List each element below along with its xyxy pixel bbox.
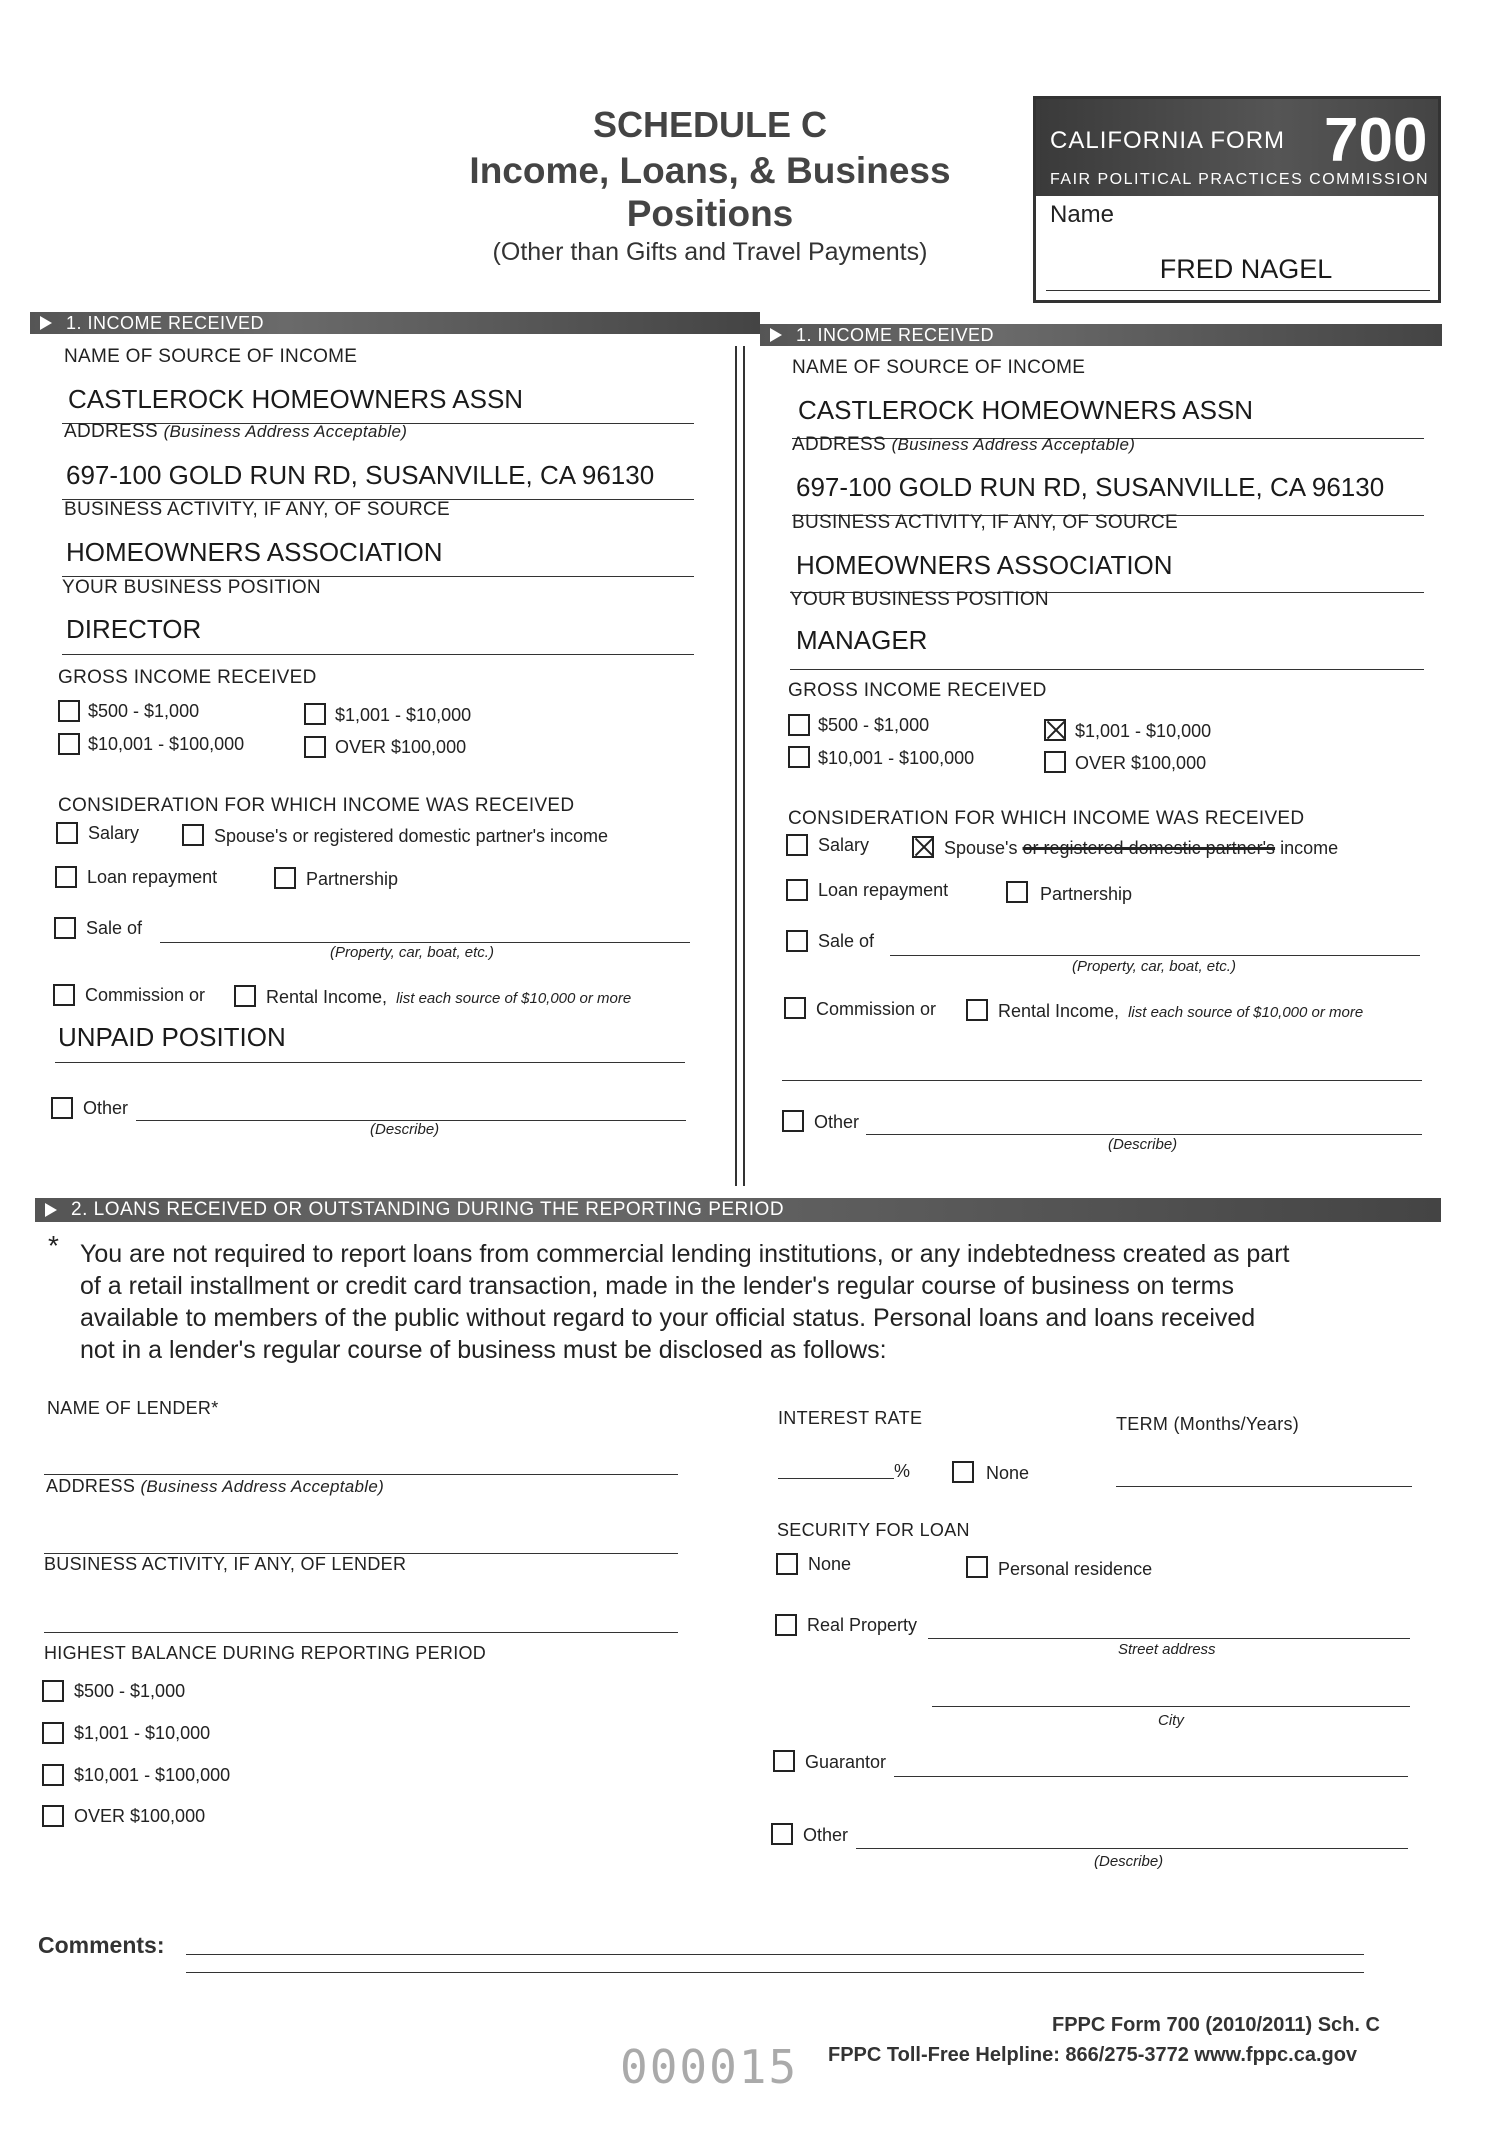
sale-of-checkbox[interactable] — [54, 917, 76, 939]
guarantor-label: Guarantor — [805, 1752, 887, 1772]
city-caption: City — [1158, 1712, 1184, 1729]
personal-residence-label: Personal residence — [998, 1559, 1153, 1579]
notice-line: You are not required to report loans from commercial lending institutions, or any indebtedness created as part — [80, 1240, 1290, 1268]
consideration-label: CONSIDERATION FOR WHICH INCOME WAS RECEIVED — [58, 795, 575, 816]
balance-checkbox-500[interactable] — [42, 1680, 64, 1702]
rental-income-note: list each source of $10,000 or more — [396, 990, 632, 1007]
city-underline — [932, 1706, 1410, 1707]
agency-name: FAIR POLITICAL PRACTICES COMMISSION — [1050, 171, 1430, 188]
address-label — [64, 421, 407, 443]
comments-label: Comments: — [38, 1932, 165, 1958]
gross-option-label: $1,001 - $10,000 — [1075, 721, 1212, 741]
rental-income-note: list each source of $10,000 or more — [1128, 1004, 1364, 1021]
position-value: MANAGER — [796, 625, 928, 655]
real-property-checkbox[interactable] — [775, 1614, 797, 1636]
arrow-icon — [770, 328, 782, 342]
loan-repayment-label: Loan repayment — [87, 867, 218, 887]
activity-value: HOMEOWNERS ASSOCIATION — [796, 550, 1173, 580]
balance-checkbox-10001[interactable] — [42, 1764, 64, 1786]
sale-of-checkbox[interactable] — [786, 930, 808, 952]
commission-label: Commission or — [816, 999, 937, 1019]
rental-income-checkbox[interactable] — [966, 999, 988, 1021]
security-none-label: None — [808, 1554, 852, 1574]
balance-option-label: $1,001 - $10,000 — [74, 1723, 211, 1743]
sale-of-caption: (Property, car, boat, etc.) — [330, 944, 494, 961]
term-label: TERM (Months/Years) — [1116, 1414, 1300, 1434]
activity-label: BUSINESS ACTIVITY, IF ANY, OF SOURCE — [64, 499, 450, 520]
source-value: CASTLEROCK HOMEOWNERS ASSN — [68, 384, 524, 414]
commission-underline — [782, 1080, 1422, 1081]
lender-address-label — [46, 1476, 384, 1497]
page-subtitle: (Other than Gifts and Travel Payments) — [492, 238, 928, 266]
loan-repayment-checkbox[interactable] — [786, 879, 808, 901]
page-title-line1: Income, Loans, & Business — [469, 150, 951, 191]
partnership-label: Partnership — [306, 869, 399, 889]
form-number: 700 — [1324, 106, 1428, 175]
lender-underline — [44, 1474, 678, 1475]
spouse-income-label: Spouse's or registered domestic partner's income — [214, 826, 609, 846]
balance-option-label: $500 - $1,000 — [74, 1681, 186, 1701]
lender-activity-underline — [44, 1632, 678, 1633]
gross-checkbox-500[interactable] — [58, 700, 80, 722]
partnership-label: Partnership — [1040, 884, 1133, 904]
rental-income-text: Rental Income, — [998, 1001, 1120, 1021]
other-underline — [866, 1134, 1422, 1135]
position-underline — [790, 669, 1424, 670]
form-id: FPPC Form 700 (2010/2011) Sch. C — [1052, 2014, 1380, 2036]
interest-none-label: None — [986, 1463, 1030, 1483]
rental-income-label — [998, 1001, 1363, 1022]
commission-value: UNPAID POSITION — [58, 1022, 286, 1052]
arrow-icon — [45, 1203, 57, 1217]
sale-of-underline — [160, 942, 690, 943]
gross-checkbox-10001[interactable] — [58, 733, 80, 755]
source-label: NAME OF SOURCE OF INCOME — [64, 346, 358, 367]
gross-income-label: GROSS INCOME RECEIVED — [788, 680, 1047, 701]
address-note: (Business Address Acceptable) — [163, 422, 408, 441]
term-underline — [1116, 1486, 1412, 1487]
page-stamp: 000015 — [620, 2040, 799, 2094]
other-security-checkbox[interactable] — [771, 1823, 793, 1845]
gross-income-label: GROSS INCOME RECEIVED — [58, 667, 317, 688]
loan-repayment-checkbox[interactable] — [55, 866, 77, 888]
street-address-caption: Street address — [1118, 1641, 1216, 1658]
form-label: CALIFORNIA FORM — [1050, 127, 1286, 154]
page-title-line2: Positions — [626, 193, 794, 234]
spouse-short: Spouse's — [944, 838, 1018, 858]
rental-income-checkbox[interactable] — [234, 985, 256, 1007]
other-security-underline — [856, 1848, 1408, 1849]
address-label-text: ADDRESS — [46, 1476, 136, 1496]
interest-rate-underline — [778, 1478, 894, 1479]
gross-checkbox-over100000[interactable] — [1044, 751, 1066, 773]
spouse-income-checkbox[interactable] — [912, 836, 934, 858]
gross-option-label: $500 - $1,000 — [88, 701, 200, 721]
column-divider — [735, 346, 745, 1186]
commission-underline — [55, 1062, 685, 1063]
other-checkbox[interactable] — [782, 1110, 804, 1132]
address-note: (Business Address Acceptable) — [140, 1477, 385, 1496]
filer-name: FRED NAGEL — [1159, 254, 1333, 284]
commission-checkbox[interactable] — [784, 997, 806, 1019]
other-caption: (Describe) — [370, 1121, 440, 1138]
other-security-caption: (Describe) — [1094, 1853, 1164, 1870]
comments-underline-1 — [186, 1954, 1364, 1955]
notice-asterisk: * — [48, 1230, 59, 1261]
lender-label: NAME OF LENDER* — [47, 1398, 219, 1418]
personal-residence-checkbox[interactable] — [966, 1556, 988, 1578]
helpline: FPPC Toll-Free Helpline: 866/275-3772 www.fppc.ca.gov — [828, 2044, 1358, 2066]
partnership-checkbox[interactable] — [274, 867, 296, 889]
sale-of-label: Sale of — [818, 931, 875, 951]
spouse-income-checkbox[interactable] — [182, 824, 204, 846]
other-label: Other — [814, 1112, 860, 1132]
salary-checkbox[interactable] — [786, 834, 808, 856]
balance-label: HIGHEST BALANCE DURING REPORTING PERIOD — [44, 1643, 487, 1663]
address-label — [792, 434, 1135, 456]
section2-band-label: 2. LOANS RECEIVED OR OUTSTANDING DURING THE REPORTING PERIOD — [71, 1199, 785, 1220]
address-label-text: ADDRESS — [64, 421, 158, 442]
source-value: CASTLEROCK HOMEOWNERS ASSN — [798, 395, 1254, 425]
schedule-label: SCHEDULE C — [592, 104, 828, 145]
source-label: NAME OF SOURCE OF INCOME — [792, 357, 1086, 378]
position-label: YOUR BUSINESS POSITION — [62, 577, 321, 598]
balance-option-label: $10,001 - $100,000 — [74, 1765, 231, 1785]
section1-band-label: 1. INCOME RECEIVED — [796, 324, 995, 345]
gross-option-label: OVER $100,000 — [1075, 753, 1207, 773]
sale-of-label: Sale of — [86, 918, 143, 938]
guarantor-checkbox[interactable] — [773, 1750, 795, 1772]
security-none-checkbox[interactable] — [776, 1553, 798, 1575]
position-value: DIRECTOR — [66, 614, 202, 644]
other-security-label: Other — [803, 1825, 849, 1845]
address-label-text: ADDRESS — [792, 434, 886, 455]
balance-checkbox-over100000[interactable] — [42, 1805, 64, 1827]
section1-band-right — [760, 324, 1442, 346]
lender-activity-label: BUSINESS ACTIVITY, IF ANY, OF LENDER — [44, 1554, 407, 1574]
salary-label: Salary — [818, 835, 870, 855]
rental-income-text: Rental Income, — [266, 987, 388, 1007]
activity-label: BUSINESS ACTIVITY, IF ANY, OF SOURCE — [792, 512, 1178, 533]
guarantor-underline — [894, 1776, 1408, 1777]
sale-of-caption: (Property, car, boat, etc.) — [1072, 958, 1236, 975]
consideration-label: CONSIDERATION FOR WHICH INCOME WAS RECEIVED — [788, 808, 1305, 829]
spouse-income-label — [944, 838, 1338, 859]
arrow-icon — [40, 316, 52, 330]
form-number-box — [1033, 96, 1441, 303]
address-value: 697-100 GOLD RUN RD, SUSANVILLE, CA 96130 — [66, 460, 655, 490]
comments-underline-2 — [186, 1972, 1364, 1973]
name-label: Name — [1050, 201, 1115, 228]
partnership-checkbox[interactable] — [1006, 881, 1028, 903]
real-property-label: Real Property — [807, 1615, 918, 1635]
loans-notice — [80, 1238, 1289, 1366]
salary-label: Salary — [88, 823, 140, 843]
activity-value: HOMEOWNERS ASSOCIATION — [66, 537, 443, 567]
other-caption: (Describe) — [1108, 1136, 1178, 1153]
interest-none-checkbox[interactable] — [952, 1461, 974, 1483]
section2-band — [35, 1198, 1441, 1222]
gross-checkbox-over100000[interactable] — [304, 736, 326, 758]
loan-repayment-label: Loan repayment — [818, 880, 949, 900]
street-address-underline — [928, 1638, 1410, 1639]
salary-checkbox[interactable] — [56, 822, 78, 844]
commission-label: Commission or — [85, 985, 206, 1005]
section1-band-label: 1. INCOME RECEIVED — [66, 312, 265, 333]
position-underline — [62, 654, 694, 655]
other-checkbox[interactable] — [51, 1097, 73, 1119]
spouse-struck: or registered domestic partner's — [1022, 838, 1276, 858]
gross-option-label: $500 - $1,000 — [818, 715, 930, 735]
address-note: (Business Address Acceptable) — [891, 435, 1136, 454]
balance-checkbox-1001[interactable] — [42, 1722, 64, 1744]
sale-of-underline — [890, 955, 1420, 956]
balance-option-label: OVER $100,000 — [74, 1806, 206, 1826]
gross-checkbox-10001[interactable] — [788, 746, 810, 768]
address-value: 697-100 GOLD RUN RD, SUSANVILLE, CA 96130 — [796, 472, 1385, 502]
notice-line: available to members of the public without regard to your official status. Personal loans and loans received — [80, 1304, 1256, 1332]
notice-line: of a retail installment or credit card transaction, made in the lender's regular course of business on terms — [80, 1272, 1234, 1300]
gross-checkbox-500[interactable] — [788, 714, 810, 736]
notice-line: not in a lender's regular course of business must be disclosed as follows: — [80, 1336, 887, 1364]
gross-checkbox-1001[interactable] — [304, 703, 326, 725]
name-underline — [1046, 290, 1430, 291]
percent-sign: % — [894, 1461, 911, 1481]
commission-checkbox[interactable] — [53, 984, 75, 1006]
gross-option-label: $10,001 - $100,000 — [88, 734, 245, 754]
other-label: Other — [83, 1098, 129, 1118]
gross-option-label: $10,001 - $100,000 — [818, 748, 975, 768]
gross-option-label: OVER $100,000 — [335, 737, 467, 757]
section1-band-left — [30, 312, 760, 334]
position-label: YOUR BUSINESS POSITION — [790, 589, 1049, 610]
gross-option-label: $1,001 - $10,000 — [335, 705, 472, 725]
security-label: SECURITY FOR LOAN — [777, 1520, 970, 1540]
interest-rate-label: INTEREST RATE — [778, 1408, 923, 1428]
spouse-tail: income — [1280, 838, 1339, 858]
gross-checkbox-1001[interactable] — [1044, 719, 1066, 741]
rental-income-label — [266, 987, 631, 1008]
